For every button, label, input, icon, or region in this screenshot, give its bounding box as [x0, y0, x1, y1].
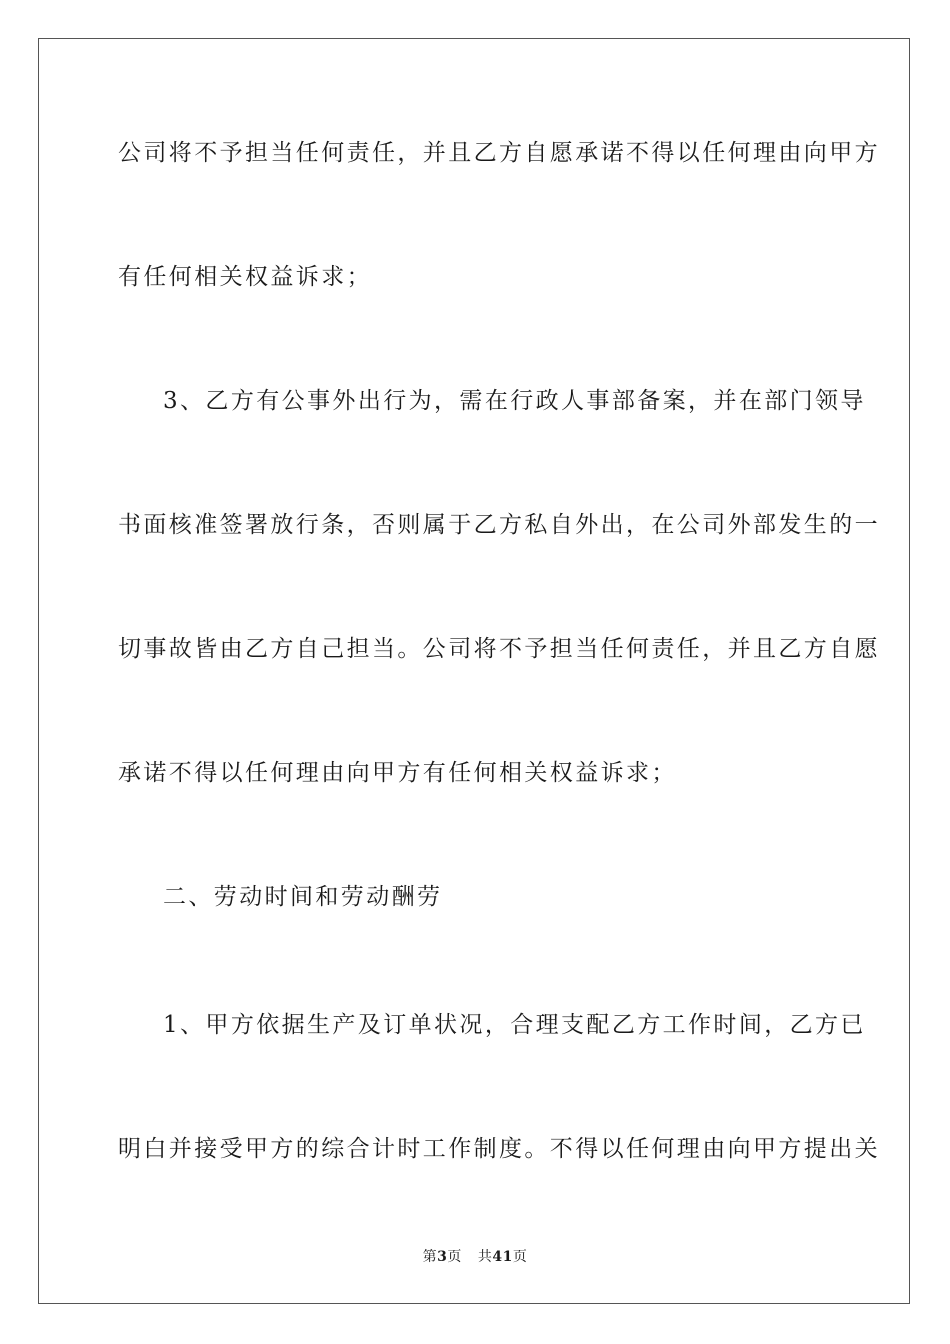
page-suffix: 页 — [447, 1249, 462, 1265]
body-line-1: 公司将不予担当任何责任，并且乙方自愿承诺不得以任何理由向甲方 — [118, 140, 880, 166]
body-line-5: 切事故皆由乙方自己担当。公司将不予担当任何责任，并且乙方自愿 — [118, 636, 880, 662]
body-line-9: 明白并接受甲方的综合计时工作制度。不得以任何理由向甲方提出关 — [118, 1136, 880, 1162]
page-border — [38, 38, 910, 1304]
section-heading: 二、劳动时间和劳动酬劳 — [163, 884, 443, 910]
page-number: 3 — [437, 1249, 448, 1265]
total-prefix: 共 — [477, 1249, 493, 1265]
body-line-8: 1、甲方依据生产及订单状况，合理支配乙方工作时间，乙方已 — [163, 1012, 866, 1038]
page-prefix: 第 — [422, 1249, 438, 1265]
body-line-3: 3、乙方有公事外出行为，需在行政人事部备案，并在部门领导 — [163, 388, 866, 414]
page-footer — [0, 1246, 950, 1266]
total-suffix: 页 — [512, 1249, 528, 1265]
body-line-6: 承诺不得以任何理由向甲方有任何相关权益诉求； — [118, 760, 677, 786]
body-line-4: 书面核准签署放行条，否则属于乙方私自外出，在公司外部发生的一 — [118, 512, 880, 538]
body-line-2: 有任何相关权益诉求； — [118, 264, 372, 290]
total-pages: 41 — [492, 1249, 513, 1265]
